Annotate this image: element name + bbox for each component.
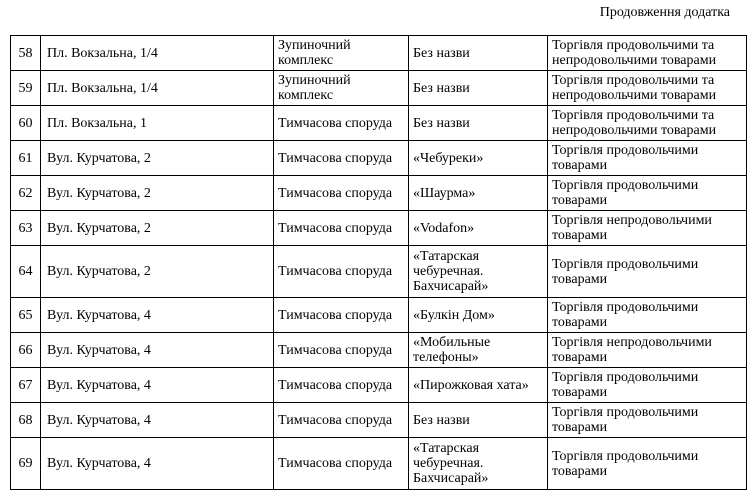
table-row — [11, 141, 747, 176]
address-cell: Пл. Вокзальна, 1/4 — [41, 71, 274, 106]
address-cell: Вул. Курчатова, 2 — [41, 211, 274, 246]
activity-cell: Торгівля продовольчими та непродовольчими товарами — [548, 71, 747, 106]
address-cell: Пл. Вокзальна, 1 — [41, 106, 274, 141]
structure-type-cell: Зупиночний комплекс — [274, 36, 409, 71]
row-number: 59 — [11, 71, 41, 106]
address-cell: Вул. Курчатова, 4 — [41, 298, 274, 333]
structure-type-cell: Тимчасова споруда — [274, 176, 409, 211]
row-number: 62 — [11, 176, 41, 211]
table-row — [11, 403, 747, 438]
table-row — [11, 71, 747, 106]
row-number: 65 — [11, 298, 41, 333]
row-number: 69 — [11, 438, 41, 490]
address-cell: Вул. Курчатова, 4 — [41, 403, 274, 438]
table-row — [11, 36, 747, 71]
table-row — [11, 333, 747, 368]
row-number: 67 — [11, 368, 41, 403]
activity-cell: Торгівля продовольчими товарами — [548, 438, 747, 490]
structure-type-cell: Тимчасова споруда — [274, 368, 409, 403]
structure-type-cell: Тимчасова споруда — [274, 298, 409, 333]
structure-type-cell: Тимчасова споруда — [274, 246, 409, 298]
name-cell: «Мобильные телефоны» — [409, 333, 548, 368]
name-cell: Без назви — [409, 36, 548, 71]
structure-type-cell: Тимчасова споруда — [274, 211, 409, 246]
activity-cell: Торгівля продовольчими товарами — [548, 176, 747, 211]
address-cell: Вул. Курчатова, 4 — [41, 368, 274, 403]
structure-type-cell: Тимчасова споруда — [274, 438, 409, 490]
table-row — [11, 438, 747, 490]
activity-cell: Торгівля продовольчими товарами — [548, 141, 747, 176]
name-cell: Без назви — [409, 106, 548, 141]
table-row — [11, 298, 747, 333]
table-row — [11, 368, 747, 403]
table-row — [11, 176, 747, 211]
activity-cell: Торгівля непродовольчими товарами — [548, 333, 747, 368]
activity-cell: Торгівля продовольчими товарами — [548, 403, 747, 438]
activity-cell: Торгівля продовольчими товарами — [548, 368, 747, 403]
address-cell: Вул. Курчатова, 4 — [41, 438, 274, 490]
name-cell: Без назви — [409, 71, 548, 106]
structure-type-cell: Зупиночний комплекс — [274, 71, 409, 106]
address-cell: Вул. Курчатова, 2 — [41, 176, 274, 211]
name-cell: «Пирожковая хата» — [409, 368, 548, 403]
structure-type-cell: Тимчасова споруда — [274, 333, 409, 368]
address-cell: Вул. Курчатова, 4 — [41, 333, 274, 368]
activity-cell: Торгівля продовольчими товарами — [548, 298, 747, 333]
address-cell: Пл. Вокзальна, 1/4 — [41, 36, 274, 71]
structure-type-cell: Тимчасова споруда — [274, 141, 409, 176]
address-cell: Вул. Курчатова, 2 — [41, 141, 274, 176]
row-number: 64 — [11, 246, 41, 298]
activity-cell: Торгівля продовольчими та непродовольчими товарами — [548, 106, 747, 141]
address-cell: Вул. Курчатова, 2 — [41, 246, 274, 298]
row-number: 63 — [11, 211, 41, 246]
name-cell: «Булкін Дом» — [409, 298, 548, 333]
activity-cell: Торгівля непродовольчими товарами — [548, 211, 747, 246]
row-number: 66 — [11, 333, 41, 368]
name-cell: «Шаурма» — [409, 176, 548, 211]
objects-table — [10, 35, 747, 490]
name-cell: «Татарская чебуречная. Бахчисарай» — [409, 438, 548, 490]
row-number: 61 — [11, 141, 41, 176]
table-row — [11, 106, 747, 141]
row-number: 60 — [11, 106, 41, 141]
table-row — [11, 246, 747, 298]
row-number: 58 — [11, 36, 41, 71]
table-row — [11, 211, 747, 246]
activity-cell: Торгівля продовольчими товарами — [548, 246, 747, 298]
name-cell: Без назви — [409, 403, 548, 438]
structure-type-cell: Тимчасова споруда — [274, 403, 409, 438]
name-cell: «Чебуреки» — [409, 141, 548, 176]
structure-type-cell: Тимчасова споруда — [274, 106, 409, 141]
name-cell: «Vodafon» — [409, 211, 548, 246]
row-number: 68 — [11, 403, 41, 438]
continuation-caption: Продовження додатка — [599, 5, 730, 20]
activity-cell: Торгівля продовольчими та непродовольчими товарами — [548, 36, 747, 71]
name-cell: «Татарская чебуречная. Бахчисарай» — [409, 246, 548, 298]
